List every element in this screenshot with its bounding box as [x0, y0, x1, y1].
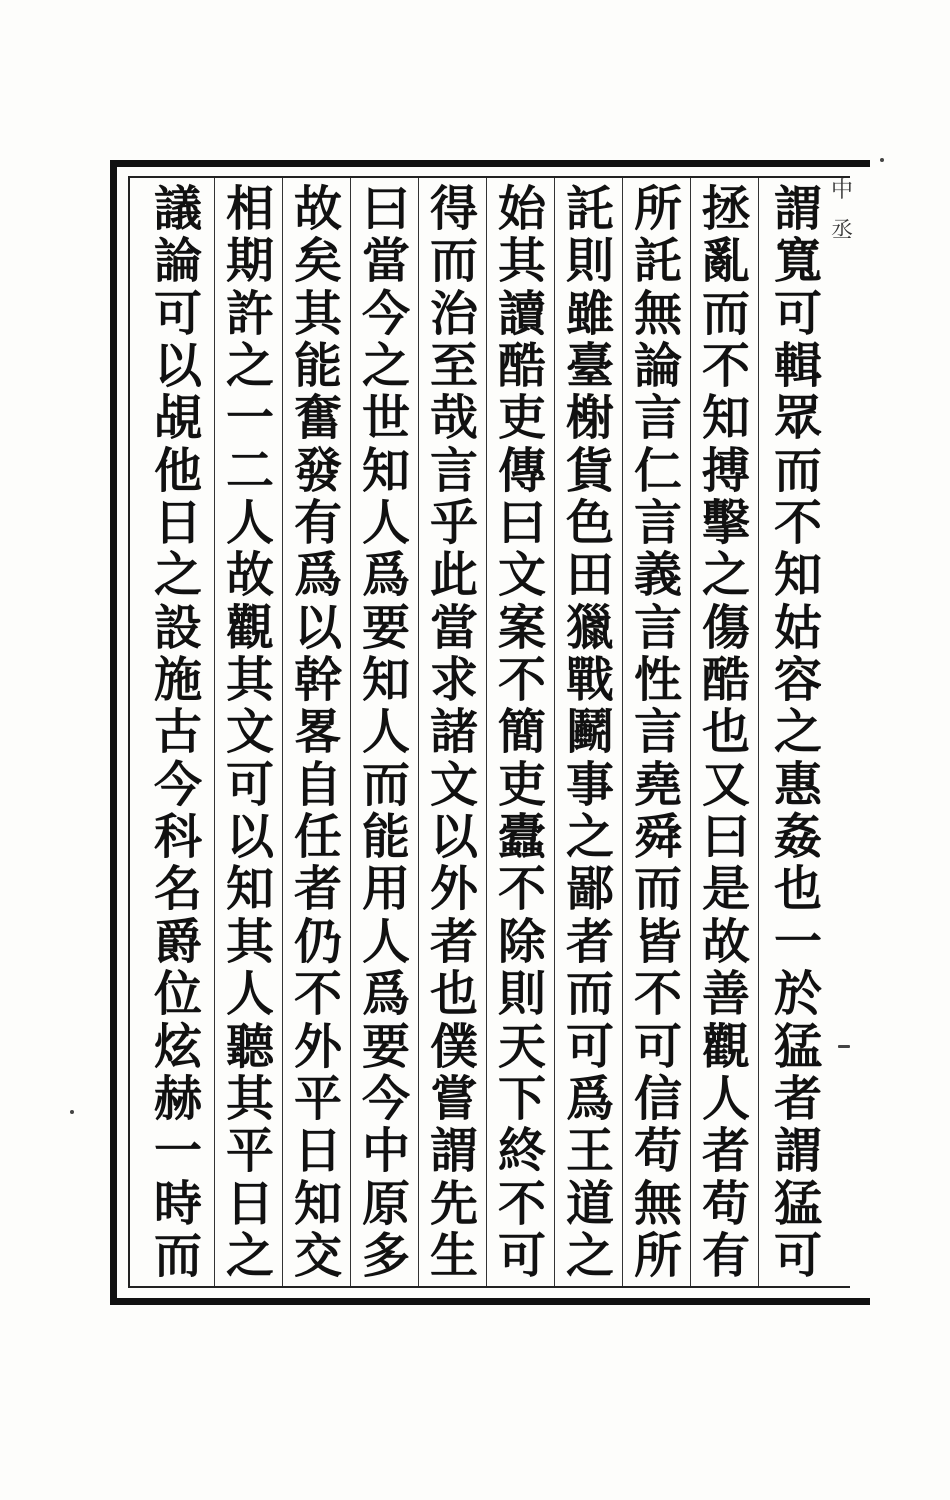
- column-rule: [554, 178, 555, 1286]
- character: 下: [497, 1070, 546, 1127]
- character: 諸: [429, 704, 478, 761]
- character: 位: [153, 966, 202, 1023]
- character: 之: [361, 338, 410, 395]
- character: 貨: [565, 442, 614, 499]
- margin-fragment: [830, 180, 854, 540]
- text-column-2: [694, 181, 758, 1284]
- character: 義: [633, 547, 682, 604]
- character: 可: [225, 756, 274, 813]
- character: 猛: [773, 1175, 822, 1232]
- character: 言: [633, 599, 682, 656]
- character: 之: [225, 338, 274, 395]
- character: 可: [773, 285, 822, 342]
- character: 故: [293, 181, 342, 237]
- character: 其: [225, 1070, 274, 1127]
- character: 所: [633, 181, 682, 237]
- character: 發: [293, 442, 342, 499]
- character: 傷: [701, 599, 750, 656]
- character: 猛: [773, 1018, 822, 1075]
- character: 爲: [361, 547, 410, 604]
- column-rule: [214, 178, 215, 1286]
- character: 覘: [153, 390, 202, 447]
- character: 言: [633, 390, 682, 447]
- character: 託: [633, 233, 682, 290]
- character: 可: [497, 1227, 546, 1284]
- character: 拯: [701, 181, 750, 237]
- character: 而: [565, 966, 614, 1023]
- character: 苟: [701, 1175, 750, 1232]
- character: 不: [293, 966, 342, 1023]
- character: 鬬: [565, 704, 614, 761]
- character: 仁: [633, 442, 682, 499]
- character: 許: [225, 285, 274, 342]
- character: 則: [497, 966, 546, 1023]
- character: 而: [701, 285, 750, 342]
- character: 傳: [497, 442, 546, 499]
- character: 相: [225, 181, 274, 237]
- character: 吏: [497, 756, 546, 813]
- character: 田: [565, 547, 614, 604]
- character: 外: [429, 861, 478, 918]
- character: 能: [293, 338, 342, 395]
- character: 其: [225, 913, 274, 970]
- character: 人: [361, 704, 410, 761]
- character: 文: [429, 756, 478, 813]
- text-column-8: [286, 181, 350, 1284]
- column-rule: [690, 178, 691, 1286]
- character: 論: [153, 233, 202, 290]
- character: 案: [497, 599, 546, 656]
- character: 觀: [701, 1018, 750, 1075]
- character: 搏: [701, 442, 750, 499]
- character: 姑: [773, 599, 822, 656]
- character: 多: [361, 1227, 410, 1284]
- character: 他: [153, 442, 202, 499]
- character: 者: [701, 1123, 750, 1180]
- character: 生: [429, 1227, 478, 1284]
- character: 可: [773, 1227, 822, 1284]
- character: 得: [429, 181, 478, 237]
- character: 酷: [701, 652, 750, 709]
- character: 矣: [293, 233, 342, 290]
- character: 日: [153, 495, 202, 552]
- character: 可: [153, 285, 202, 342]
- character: 之: [565, 1227, 614, 1284]
- character: 世: [361, 390, 410, 447]
- character: 先: [429, 1175, 478, 1232]
- character: 姦: [773, 809, 822, 866]
- character: 爵: [153, 913, 202, 970]
- character: 日: [293, 1123, 342, 1180]
- character: 色: [565, 495, 614, 552]
- character: 榭: [565, 390, 614, 447]
- character: 至: [429, 338, 478, 395]
- character: 終: [497, 1123, 546, 1180]
- character: 日: [225, 1175, 274, 1232]
- character: 自: [293, 756, 342, 813]
- character: 是: [701, 861, 750, 918]
- character: 也: [773, 861, 822, 918]
- character: 期: [225, 233, 274, 290]
- character: 言: [633, 704, 682, 761]
- character: 一: [225, 390, 274, 447]
- character: 奮: [293, 390, 342, 447]
- character: 古: [153, 704, 202, 761]
- scan-speck: [70, 1110, 74, 1114]
- character: 者: [293, 861, 342, 918]
- character: 嘗: [429, 1070, 478, 1127]
- character: 鄙: [565, 861, 614, 918]
- text-column-9: [218, 181, 282, 1284]
- character: 外: [293, 1018, 342, 1075]
- character: 議: [153, 181, 202, 237]
- character: 哉: [429, 390, 478, 447]
- character: 酷: [497, 338, 546, 395]
- character: 要: [361, 1018, 410, 1075]
- character: 苟: [633, 1123, 682, 1180]
- character: 而: [633, 861, 682, 918]
- character: 惠: [773, 756, 822, 813]
- column-rule: [622, 178, 623, 1286]
- character: 知: [361, 442, 410, 499]
- character: 任: [293, 809, 342, 866]
- character: 擊: [701, 495, 750, 552]
- character: 蠹: [497, 809, 546, 866]
- character: 不: [497, 1175, 546, 1232]
- character: 知: [773, 547, 822, 604]
- character: 平: [225, 1123, 274, 1180]
- character: 以: [153, 338, 202, 395]
- column-rule: [282, 178, 283, 1286]
- character: 之: [701, 547, 750, 604]
- column-rule: [418, 178, 419, 1286]
- character: 其: [225, 652, 274, 709]
- character: 堯: [633, 756, 682, 813]
- character: 容: [773, 652, 822, 709]
- character: 之: [565, 809, 614, 866]
- character: 而: [773, 442, 822, 499]
- margin-character: 丞: [830, 218, 853, 243]
- character: 臺: [565, 338, 614, 395]
- character: 言: [429, 442, 478, 499]
- character: 一: [153, 1123, 202, 1180]
- character: 之: [153, 547, 202, 604]
- character: 有: [293, 495, 342, 552]
- character: 治: [429, 285, 478, 342]
- character: 不: [773, 495, 822, 552]
- character: 今: [361, 1070, 410, 1127]
- character: 有: [701, 1227, 750, 1284]
- character: 今: [153, 756, 202, 813]
- character: 曰: [701, 809, 750, 866]
- character: 當: [429, 599, 478, 656]
- character: 論: [633, 338, 682, 395]
- character: 所: [633, 1227, 682, 1284]
- character: 王: [565, 1123, 614, 1180]
- character: 獵: [565, 599, 614, 656]
- character: 者: [773, 1070, 822, 1127]
- character: 也: [429, 966, 478, 1023]
- character: 而: [361, 756, 410, 813]
- character: 人: [225, 966, 274, 1023]
- character: 原: [361, 1175, 410, 1232]
- character: 今: [361, 285, 410, 342]
- character: 以: [225, 809, 274, 866]
- character: 無: [633, 285, 682, 342]
- character: 求: [429, 652, 478, 709]
- character: 不: [701, 338, 750, 395]
- text-column-6: [422, 181, 486, 1284]
- scan-speck: [838, 1045, 850, 1048]
- character: 仍: [293, 913, 342, 970]
- character: 謂: [429, 1123, 478, 1180]
- character: 能: [361, 809, 410, 866]
- character: 眾: [773, 390, 822, 447]
- character: 信: [633, 1070, 682, 1127]
- margin-character: 中: [830, 178, 853, 203]
- character: 爲: [361, 966, 410, 1023]
- character: 人: [701, 1070, 750, 1127]
- character: 乎: [429, 495, 478, 552]
- character: 而: [429, 233, 478, 290]
- character: 道: [565, 1175, 614, 1232]
- character: 無: [633, 1175, 682, 1232]
- character: 亂: [701, 233, 750, 290]
- character: 戰: [565, 652, 614, 709]
- text-column-7: [354, 181, 418, 1284]
- character: 者: [565, 913, 614, 970]
- character: 交: [293, 1227, 342, 1284]
- text-column-3: [626, 181, 690, 1284]
- text-column-4: [558, 181, 622, 1284]
- character: 性: [633, 652, 682, 709]
- character: 科: [153, 809, 202, 866]
- character: 故: [701, 913, 750, 970]
- character: 人: [225, 495, 274, 552]
- character: 言: [633, 495, 682, 552]
- character: 於: [773, 966, 822, 1023]
- character: 知: [701, 390, 750, 447]
- character: 雖: [565, 285, 614, 342]
- character: 者: [429, 913, 478, 970]
- character: 當: [361, 233, 410, 290]
- character: 謂: [773, 1123, 822, 1180]
- character: 赫: [153, 1070, 202, 1127]
- character: 名: [153, 861, 202, 918]
- character: 不: [633, 966, 682, 1023]
- character: 輯: [773, 338, 822, 395]
- character: 一: [773, 913, 822, 970]
- character: 知: [225, 861, 274, 918]
- character: 畧: [293, 704, 342, 761]
- column-rule: [350, 178, 351, 1286]
- character: 吏: [497, 390, 546, 447]
- column-rule: [486, 178, 487, 1286]
- character: 以: [429, 809, 478, 866]
- character: 文: [497, 547, 546, 604]
- character: 聽: [225, 1018, 274, 1075]
- character: 曰: [497, 495, 546, 552]
- character: 中: [361, 1123, 410, 1180]
- character: 寬: [773, 233, 822, 290]
- character: 以: [293, 599, 342, 656]
- character: 人: [361, 913, 410, 970]
- character: 二: [225, 442, 274, 499]
- character: 用: [361, 861, 410, 918]
- character: 爲: [293, 547, 342, 604]
- character: 平: [293, 1070, 342, 1127]
- character: 文: [225, 704, 274, 761]
- character: 其: [293, 285, 342, 342]
- character: 知: [293, 1175, 342, 1232]
- character: 皆: [633, 913, 682, 970]
- character: 天: [497, 1018, 546, 1075]
- character: 善: [701, 966, 750, 1023]
- character: 之: [773, 704, 822, 761]
- character: 除: [497, 913, 546, 970]
- text-column-1: [766, 181, 830, 1284]
- character: 觀: [225, 599, 274, 656]
- character: 謂: [773, 181, 822, 237]
- character: 要: [361, 599, 410, 656]
- scan-speck: [880, 158, 884, 162]
- character: 故: [225, 547, 274, 604]
- character: 可: [565, 1018, 614, 1075]
- character: 此: [429, 547, 478, 604]
- character: 託: [565, 181, 614, 237]
- character: 爲: [565, 1070, 614, 1127]
- character: 僕: [429, 1018, 478, 1075]
- text-column-5: [490, 181, 554, 1284]
- column-rule: [758, 178, 759, 1286]
- character: 也: [701, 704, 750, 761]
- character: 炫: [153, 1018, 202, 1075]
- character: 又: [701, 756, 750, 813]
- character: 曰: [361, 181, 410, 237]
- character: 其: [497, 233, 546, 290]
- character: 施: [153, 652, 202, 709]
- character: 時: [153, 1175, 202, 1232]
- character: 知: [361, 652, 410, 709]
- character: 始: [497, 181, 546, 237]
- character: 簡: [497, 704, 546, 761]
- character: 事: [565, 756, 614, 813]
- character: 不: [497, 652, 546, 709]
- character: 而: [153, 1227, 202, 1284]
- character: 幹: [293, 652, 342, 709]
- character: 讀: [497, 285, 546, 342]
- character: 之: [225, 1227, 274, 1284]
- character: 人: [361, 495, 410, 552]
- character: 不: [497, 861, 546, 918]
- character: 設: [153, 599, 202, 656]
- character: 可: [633, 1018, 682, 1075]
- character: 則: [565, 233, 614, 290]
- text-column-10: [146, 181, 210, 1284]
- character: 舜: [633, 809, 682, 866]
